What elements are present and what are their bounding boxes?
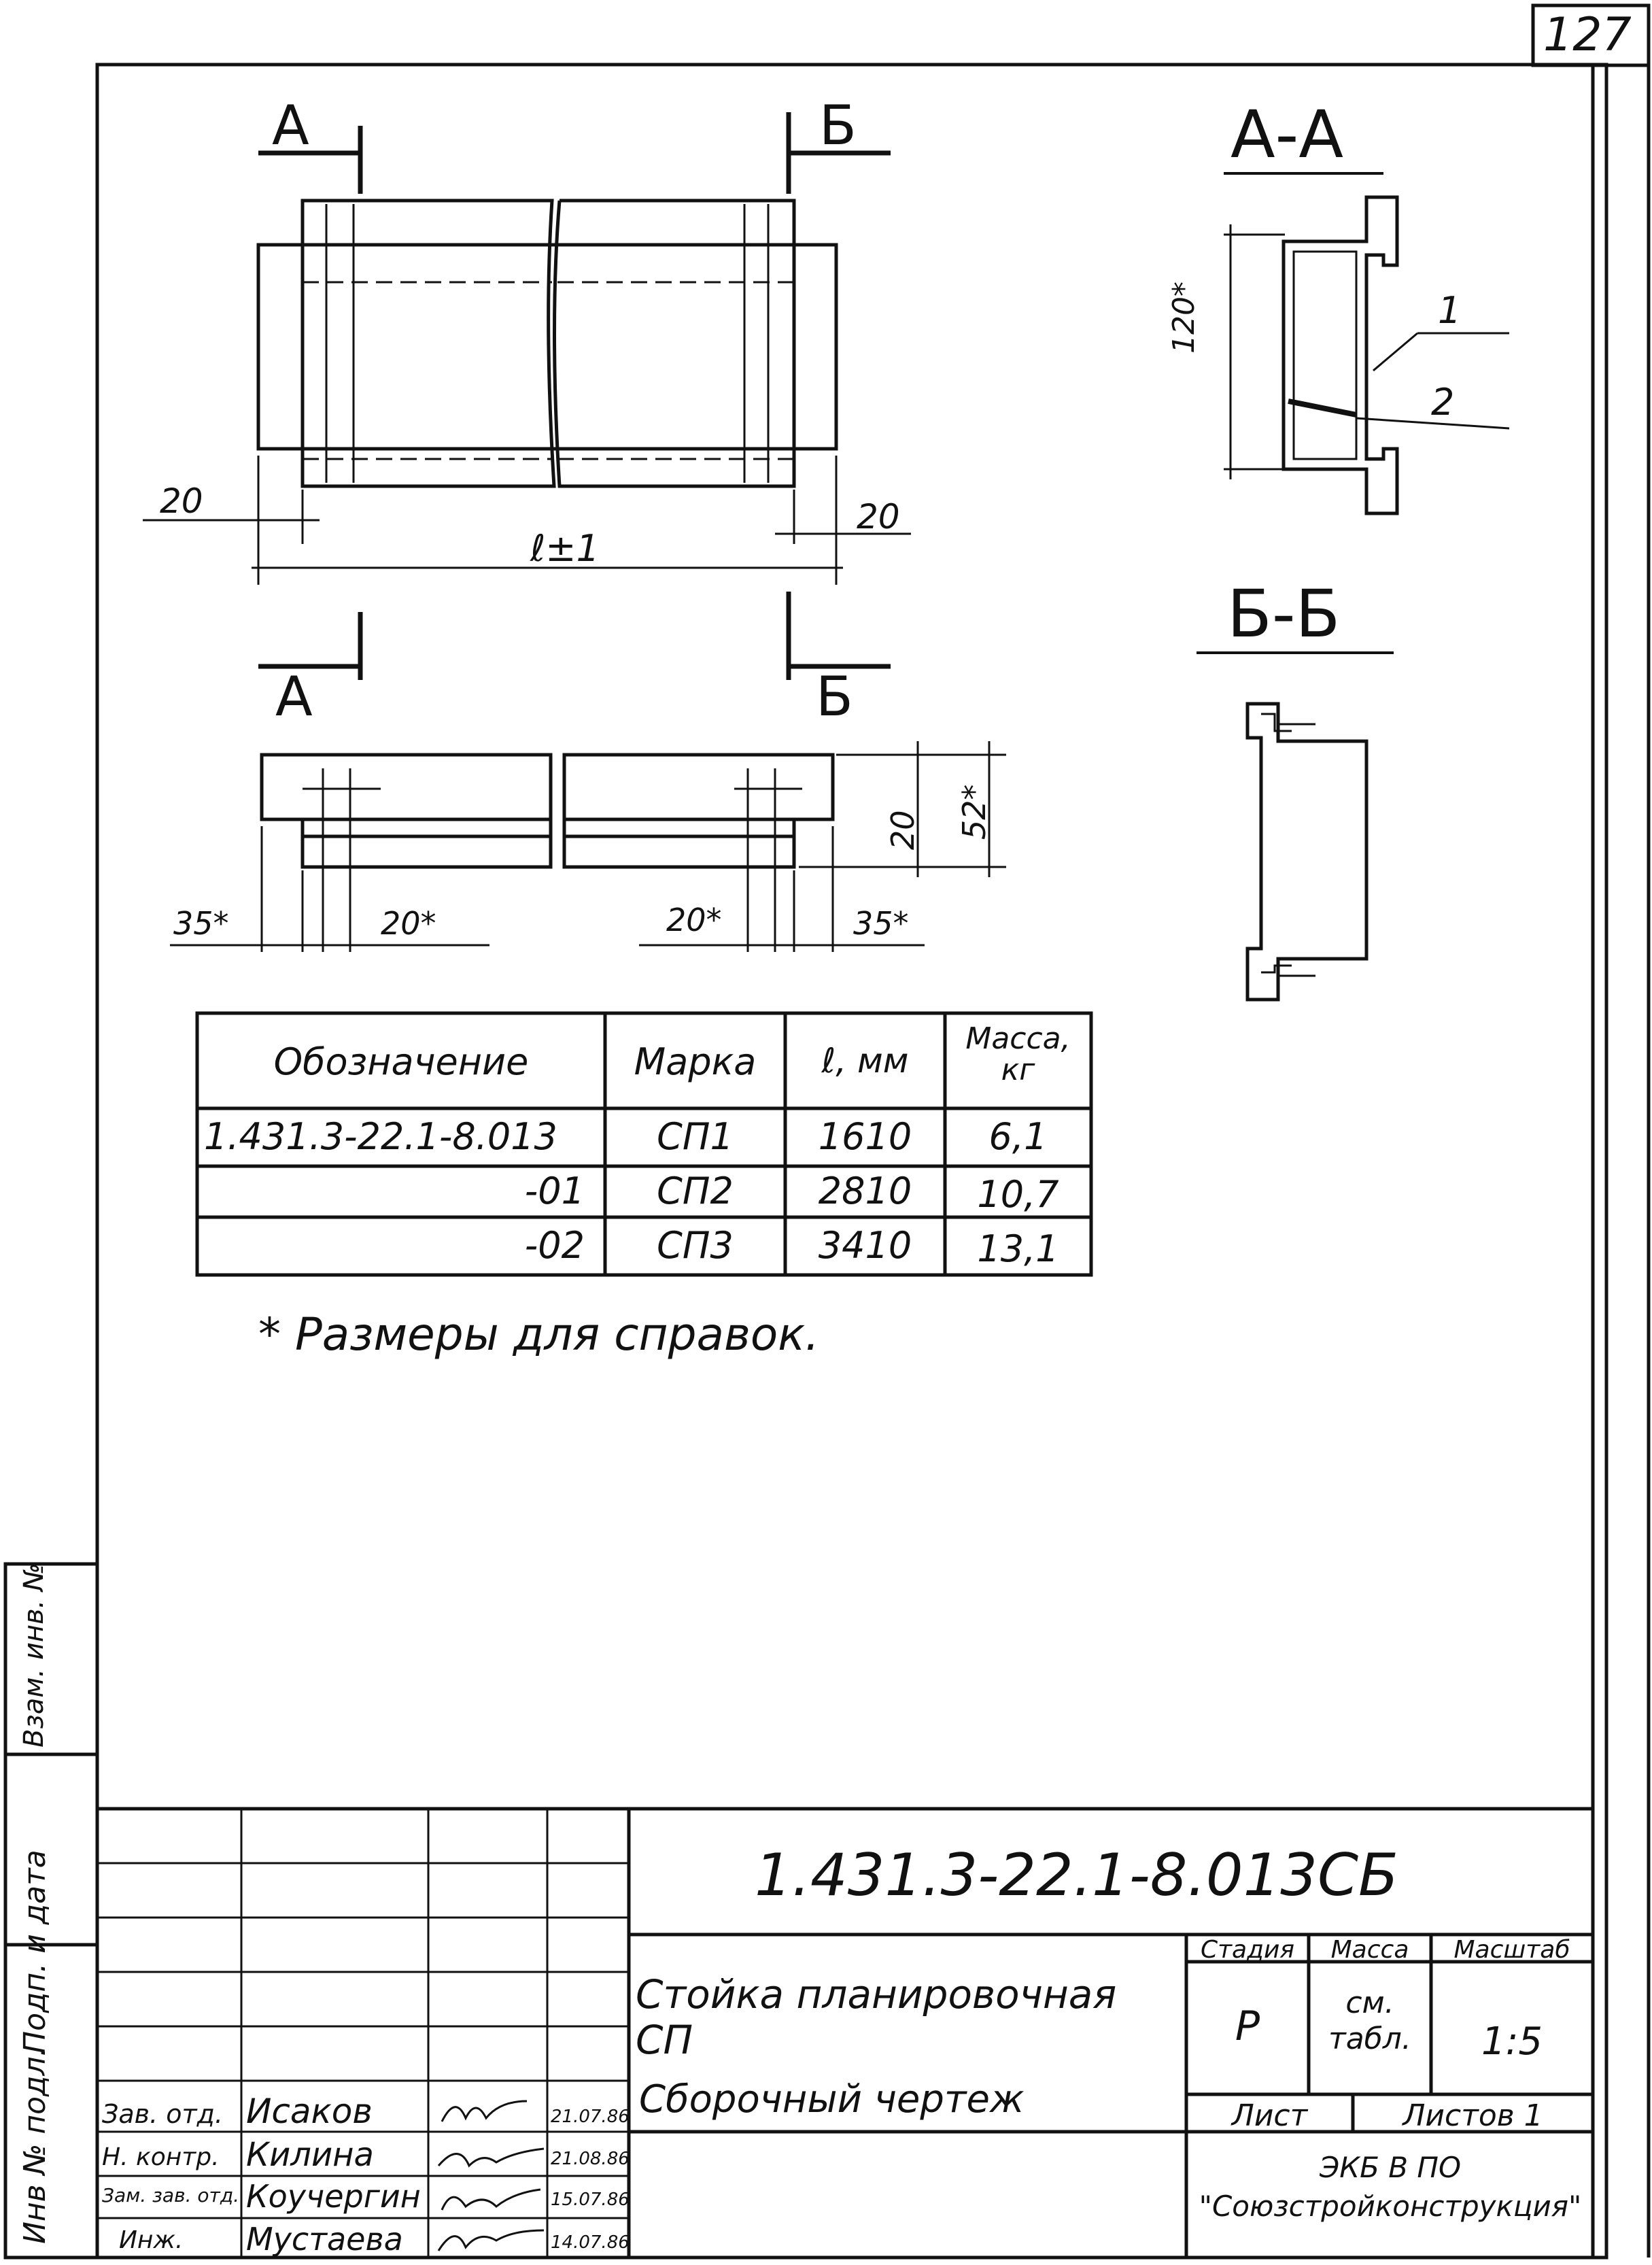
signature-kouchergin — [442, 2190, 540, 2210]
sig-name-4: Мустаева — [246, 2221, 403, 2258]
table-header-length: ℓ, мм — [821, 1041, 909, 1080]
section-aa-title: А-А — [1231, 97, 1343, 173]
section-bb-profile — [1197, 653, 1394, 1000]
page-number: 127 — [1543, 8, 1632, 62]
dim-overall: 52* — [956, 784, 993, 840]
sig-name-1: Исаков — [246, 2092, 373, 2131]
sig-name-3: Коучергин — [246, 2178, 421, 2215]
dim-left-inner: 20* — [381, 905, 436, 942]
table-row-2-length: 2810 — [818, 1170, 912, 1212]
stage-label: Стадия — [1200, 1936, 1295, 1964]
dim-length: ℓ±1 — [530, 527, 600, 570]
sig-date-3: 15.07.86 — [551, 2190, 630, 2210]
reference-note: * Размеры для справок. — [258, 1308, 820, 1361]
signature-kilina — [438, 2149, 544, 2166]
cut-label-a-bottom: А — [275, 665, 313, 728]
table-row-2-designation: -01 — [524, 1170, 585, 1212]
table-header-mass: Масса, кг — [965, 1021, 1071, 1088]
cut-label-b-top: Б — [819, 94, 857, 157]
mass-label: Масса — [1330, 1936, 1409, 1964]
sig-name-2: Килина — [246, 2136, 374, 2174]
sig-date-4: 14.07.86 — [551, 2232, 630, 2253]
sig-date-2: 21.08.86 — [551, 2149, 630, 2169]
table-header-mark: Марка — [634, 1040, 757, 1083]
dim-left-offset: 20 — [160, 481, 203, 521]
table-row-3-length: 3410 — [818, 1224, 912, 1267]
sheets-label: Листов 1 — [1403, 2098, 1543, 2133]
table-row-1-mark: СП1 — [657, 1115, 734, 1158]
dim-right-outer: 35* — [853, 905, 909, 942]
document-code: 1.431.3-22.1-8.013СБ — [755, 1841, 1399, 1909]
table-row-2-mass: 10,7 — [977, 1173, 1059, 1216]
dim-right-inner: 20* — [666, 902, 722, 938]
signature-mustaeva — [438, 2230, 544, 2251]
table-row-3-designation: -02 — [524, 1224, 585, 1267]
table-row-1-mass: 6,1 — [988, 1115, 1048, 1158]
side-stamp-signature-date: Подп. и дата — [18, 1850, 52, 2054]
sheet-label: Лист — [1231, 2098, 1308, 2133]
callout-1: 1 — [1438, 289, 1462, 332]
plan-view — [143, 112, 911, 680]
sig-role-4: Инж. — [119, 2226, 184, 2254]
side-stamp-inv-no: Инв № подл. — [18, 2047, 52, 2244]
mass-value: см. табл. — [1328, 1986, 1411, 2056]
dim-right-offset: 20 — [857, 497, 900, 537]
table-row-3-mark: СП3 — [657, 1224, 734, 1267]
sig-role-2: Н. контр. — [102, 2143, 220, 2171]
sig-date-1: 21.07.86 — [551, 2107, 630, 2127]
organization: ЭКБ В ПО "Союзстройконструкция" — [1199, 2151, 1582, 2223]
cut-label-b-bottom: Б — [816, 665, 853, 728]
stage-value: Р — [1235, 2003, 1260, 2050]
table-row-1-designation: 1.431.3-22.1-8.013 — [204, 1115, 557, 1158]
section-bb-title: Б-Б — [1227, 576, 1341, 652]
section-aa-profile — [1224, 173, 1509, 513]
dim-section-height: 120* — [1167, 282, 1201, 354]
table-header-designation: Обозначение — [273, 1040, 529, 1083]
side-stamp-replaces-inv: Взам. инв. № — [18, 1563, 50, 1748]
sig-role-1: Зав. отд. — [102, 2099, 223, 2129]
signature-isakov — [442, 2101, 527, 2122]
drawing-frame — [97, 65, 1606, 2258]
table-row-1-length: 1610 — [818, 1115, 912, 1158]
dim-left-outer: 35* — [173, 905, 229, 942]
table-row-3-mass: 13,1 — [977, 1227, 1059, 1270]
callout-2: 2 — [1431, 381, 1455, 424]
product-name: Стойка планировочная СП — [636, 1971, 1117, 2063]
scale-value: 1:5 — [1481, 2020, 1543, 2064]
document-type: Сборочный чертеж — [639, 2077, 1025, 2122]
dim-depth: 20 — [884, 810, 921, 850]
cut-label-a-top: А — [272, 94, 309, 157]
table-row-2-mark: СП2 — [657, 1170, 734, 1212]
sig-role-3: Зам. зав. отд. — [102, 2184, 240, 2207]
scale-label: Масштаб — [1453, 1936, 1570, 1964]
